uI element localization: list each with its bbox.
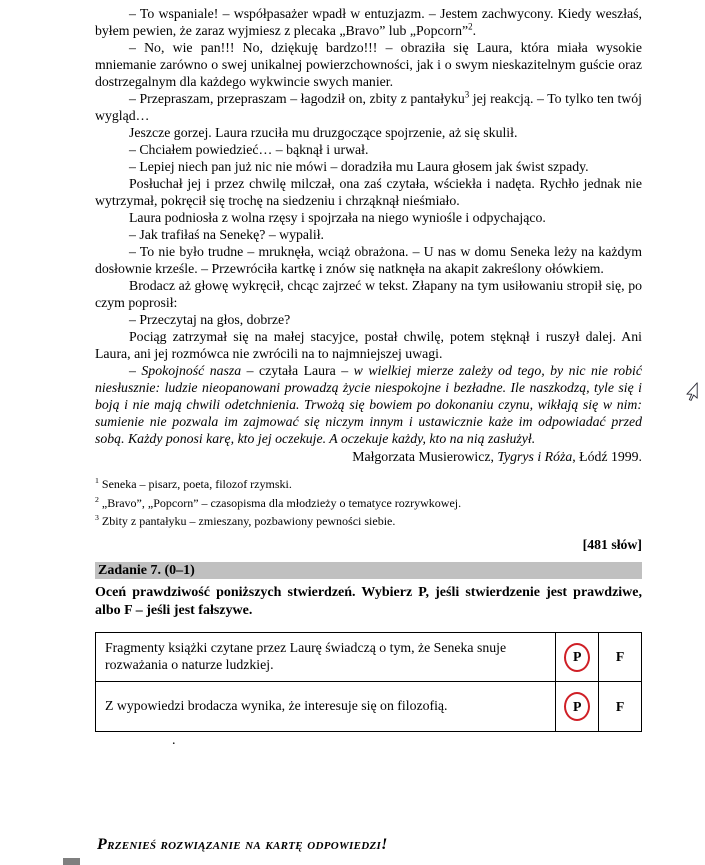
answer-true-circled[interactable]: P [564,692,590,721]
option-false-cell[interactable] [599,633,642,682]
statement-row [96,682,642,732]
option-true-cell[interactable] [556,682,599,732]
passage-paragraph: Brodacz aż głowę wykręcił, chcąc zajrzeć w tekst. Złapany na tym usiłowaniu stropił się, po czym poprosił: [95,278,642,310]
passage-paragraph: – Spokojność nasza – czytała Laura – w wielkiej mierze zależy od tego, by nic nie robić niesłusznie: ludzie nieopanowani prowadzą życie niespokojne i bezładne. Ile naszkodzą, tyle się i boją i nie mają chwili odetchnienia. Trwożą się bowiem po dokonaniu czynu, wikłają się w nim: sumienie nie pozwala im zajmować się niczym innym i ustawicznie każe im odpowiadać przed sobą. Każdy ponosi karę, kto jej oczekuje. A oczekuje każdy, kto na nią zasłużył. [95,363,642,446]
statement-text: Z wypowiedzi brodacza wynika, że interesuje się on filozofią. [96,682,556,732]
answer-true-circled[interactable]: P [564,643,590,672]
answer-false-label[interactable]: F [615,649,625,664]
passage-paragraph: Pociąg zatrzymał się na małej stacyjce, postał chwilę, potem stęknął i ruszył dalej. Ani Laura, ani jej rozmówca nie zwrócili na to najmniejszej uwagi. [95,329,642,361]
footnote-marker: 2 [95,494,99,504]
statement-text: Fragmenty książki czytane przez Laurę świadczą o tym, że Seneka snuje rozważania o naturze ludzkiej. [96,633,556,682]
mouse-cursor-icon [686,382,698,401]
stray-dot: . [172,733,176,748]
transfer-instruction: Przenieś rozwiązanie na kartę odpowiedzi! [97,836,388,853]
footnote-marker: 1 [95,476,99,485]
statement-row [96,633,642,682]
option-false-cell[interactable] [599,682,642,732]
passage-paragraph: – Chciałem powiedzieć… – bąknął i urwał. [129,142,369,157]
passage-paragraph: – To wspaniale! – współpasażer wpadł w entuzjazm. – Jestem zachwycony. Kiedy weszłaś, byłem pewien, że zaraz wyjmiesz z plecaka „Bravo” lub „Popcorn”$^2$. [95,6,642,38]
true-false-table-body [96,633,642,732]
passage-paragraph: – Jak trafiłaś na Senekę? – wypalił. [129,227,325,242]
reading-passage [95,5,642,447]
true-false-table [95,632,642,732]
passage-paragraph: – No, wie pan!!! No, dziękuję bardzo!!! – obraziła się Laura, która miała wysokie mniemanie zarówno o swej unikalnej powierzchowności, jak i o swym nieskazitelnym guście oraz dostrzegalnym dla każdego wykwincie swych manier. [95,40,642,89]
task-header: Zadanie 7. (0–1) [95,562,642,579]
passage-paragraph: – Przeczytaj na głos, dobrze? [129,312,291,327]
footnote: $^3$ Zbity z pantałyku – zmieszany, pozbawiony pewności siebie. [95,513,396,528]
option-true-cell[interactable] [556,633,599,682]
next-section-bar-fragment [63,858,80,865]
word-count: [481 słów] [582,537,642,552]
answer-false-label[interactable]: F [615,698,625,714]
footnote: $^1$ Seneka – pisarz, poeta, filozof rzymski. [95,476,292,491]
passage-paragraph: – To nie było trudne – mruknęła, wciąż obrażona. – U nas w domu Seneka leży na każdym dosłownie krześle. – Przewróciła kartkę i znów się natknęła na akapit zakreślony ołówkiem. [95,244,642,276]
passage-paragraph: Laura podniosła z wolna rzęsy i spojrzała na niego wyniośle i odpychająco. [129,210,546,225]
passage-paragraph: Jeszcze gorzej. Laura rzuciła mu druzgoczące spojrzenie, aż się skulił. [129,125,518,140]
passage-paragraph: – Przepraszam, przepraszam – łagodził on, zbity z pantałyku$^3$ jej reakcją. – To tylko ten twój wygląd… [95,89,642,123]
footnote: $^2$ „Bravo”, „Popcorn” – czasopisma dla młodzieży o tematyce rozrywkowej. [95,494,462,510]
passage-paragraph: Posłuchał jej i przez chwilę milczał, ona zaś czytała, wściekła i nadęta. Rychło jednak nie wytrzymał, pokręcił się trochę na siedzeniu i chrząknął nieśmiało. [95,176,642,208]
attribution: Małgorzata Musierowicz, Tygrys i Róża, Łódź 1999. [352,449,642,464]
task-instruction: Oceń prawdziwość poniższych stwierdzeń. Wybierz P, jeśli stwierdzenie jest prawdziwe, albo F – jeśli jest fałszywe. [95,585,642,618]
footnotes [95,475,642,531]
footnote-marker: 3 [95,513,99,522]
passage-paragraph: – Lepiej niech pan już nic nie mówi – doradziła mu Laura głosem jak świst szpady. [129,159,589,174]
